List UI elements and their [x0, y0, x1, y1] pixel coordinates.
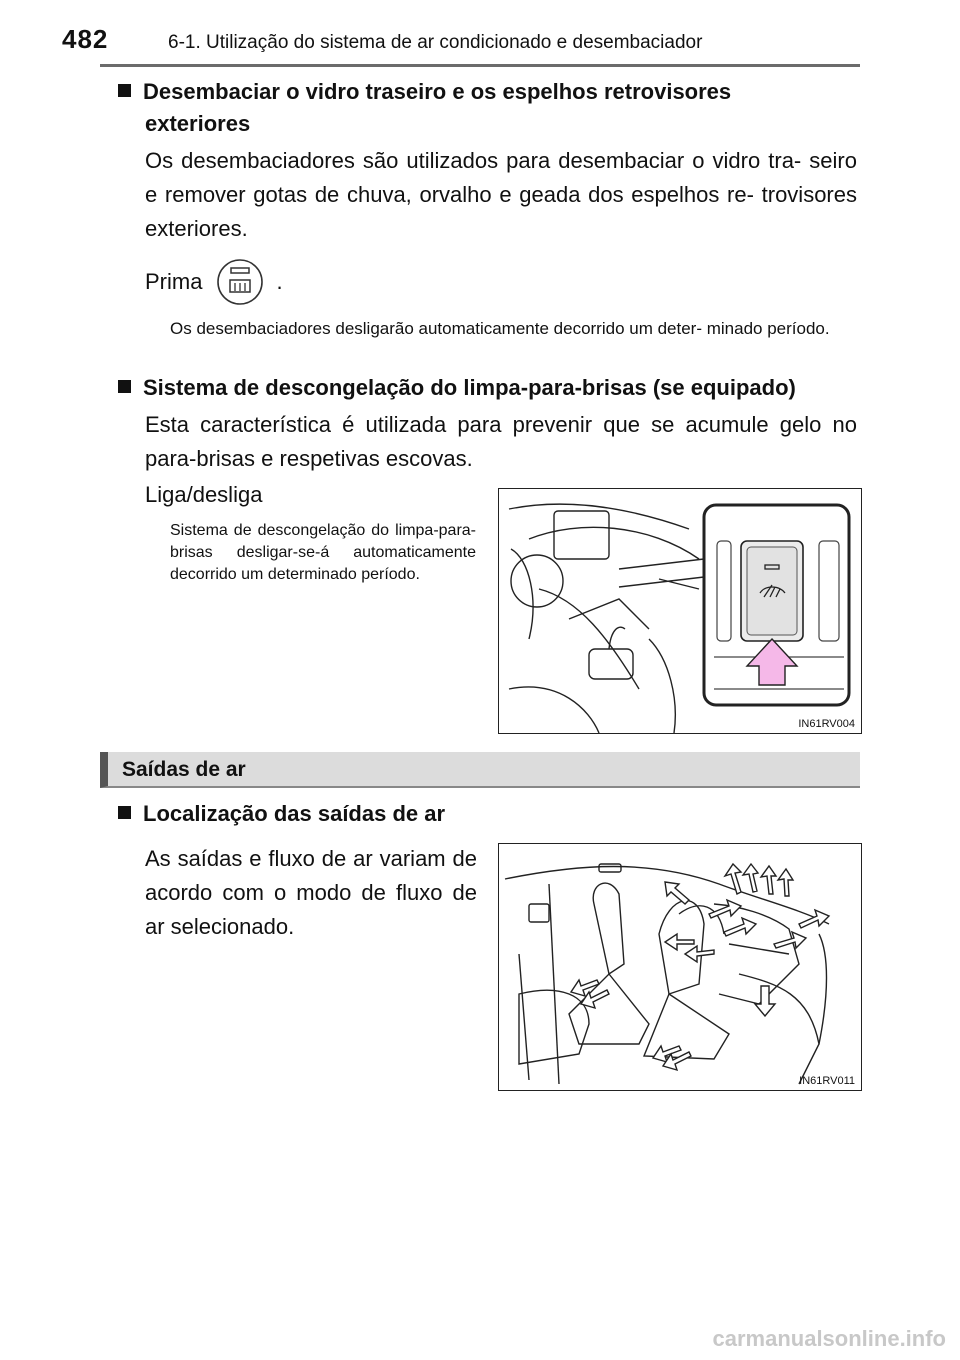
air-outlets-figure	[498, 843, 862, 1091]
prima-instruction	[145, 258, 283, 306]
running-header: 6-1. Utilização do sistema de ar condicionado e desembaciador	[168, 32, 703, 53]
square-bullet-icon	[118, 380, 131, 393]
rear-defogger-icon	[216, 258, 264, 306]
defogger-note: Os desembaciadores desligarão automaticamente decorrido um deter- minado período.	[170, 319, 830, 338]
dashboard-illustration	[499, 489, 861, 733]
heading-text: Sistema de descongelação do limpa-para-brisas (se equipado)	[143, 375, 796, 400]
section-heading-wiper-deicer	[118, 372, 858, 404]
header-divider	[100, 64, 860, 67]
prima-suffix: .	[276, 269, 283, 294]
heading-line2: exteriores	[145, 111, 251, 136]
heading-line1: Desembaciar o vidro traseiro e os espelhos retrovisores	[143, 79, 732, 104]
wiper-deicer-note: Sistema de descongelação do limpa-para-brisas desligar-se-á automaticamente decorrido um determinado período.	[170, 522, 476, 583]
watermark: carmanualsonline.info	[712, 1326, 946, 1351]
figure-code: IN61RV004	[798, 718, 855, 730]
toggle-label: Liga/desliga	[145, 482, 263, 507]
heading-text: Localização das saídas de ar	[143, 801, 446, 826]
prima-label: Prima	[145, 269, 203, 294]
section-title: Saídas de ar	[122, 758, 246, 781]
figure-code: IN61RV011	[799, 1075, 855, 1087]
cabin-illustration	[499, 844, 861, 1090]
section-banner-air-outlets	[100, 752, 860, 788]
air-outlets-description: As saídas e fluxo de ar variam de acordo com o modo de fluxo de ar selecionado.	[145, 846, 477, 939]
section-heading-outlet-location	[118, 798, 498, 830]
defogger-description: Os desembaciadores são utilizados para desembaciar o vidro tra- seiro e remover gotas de chuva, orvalho e geada dos espelhos re- trovisores exteriores.	[145, 148, 857, 241]
square-bullet-icon	[118, 806, 131, 819]
section-heading-defogger	[118, 76, 838, 140]
square-bullet-icon	[118, 84, 131, 97]
wiper-deicer-figure	[498, 488, 862, 734]
wiper-deicer-description: Esta característica é utilizada para prevenir que se acumule gelo no para-brisas e respetivas escovas.	[145, 412, 857, 471]
page-number: 482	[62, 24, 109, 54]
